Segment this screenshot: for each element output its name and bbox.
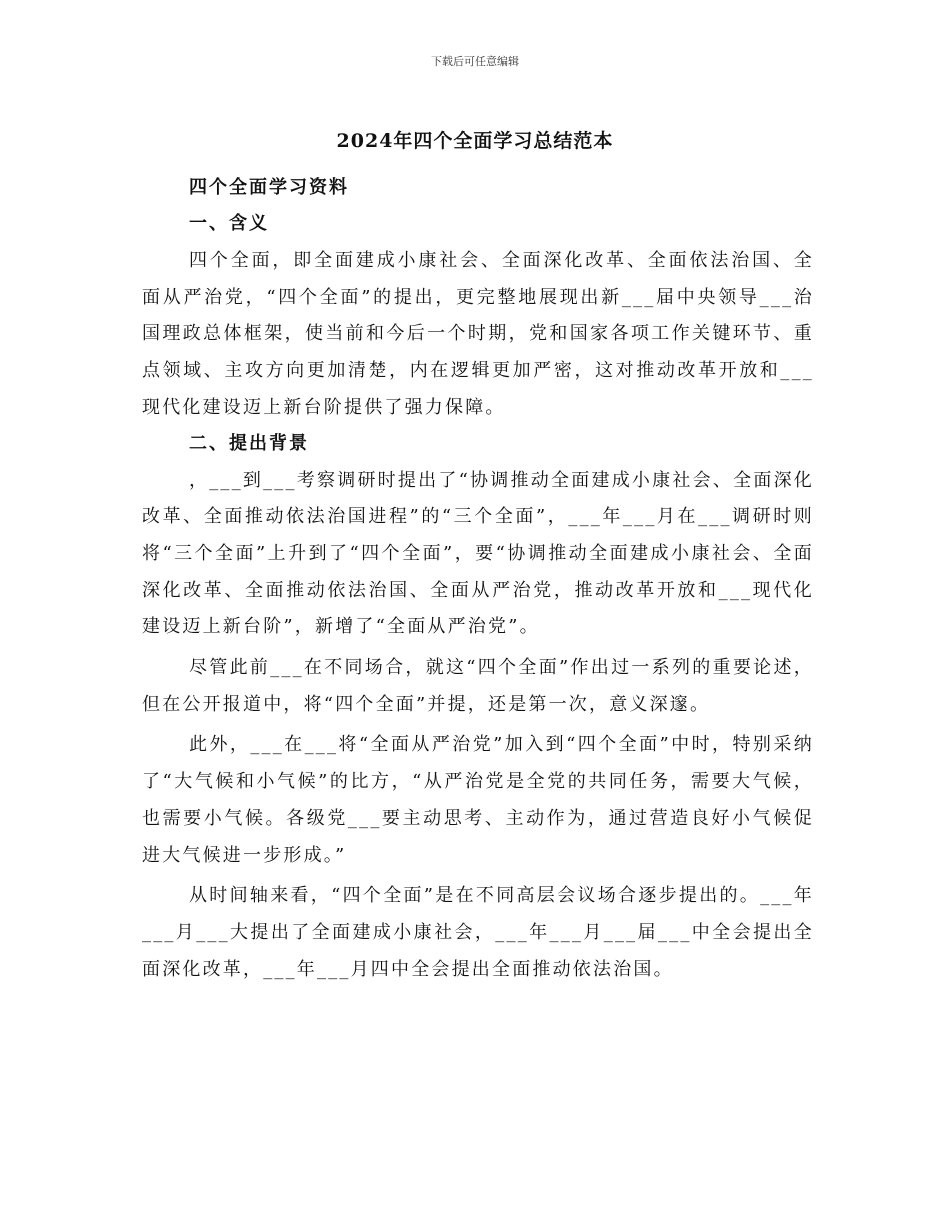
section-heading-materials: 四个全面学习资料 [189,177,349,198]
section-heading-meaning: 一、含义 [189,213,269,234]
document-body [142,171,814,988]
paragraph-background: ，___到___考察调研时提出了“协调推动全面建成小康社会、全面深化改革、全面推动依法治国进程”的“三个全面”，___年___月在___调研时则将“三个全面”上升到了“四个全面”，要“协调推动全面建成小康社会、全面深化改革、全面推动依法治国、全面从严治党，推动改革开放和___现代化建设迈上新台阶”，新增了“全面从严治党”。 [142,469,814,638]
section-heading-background: 二、提出背景 [189,432,309,454]
paragraph-discussion: 尽管此前___在不同场合，就这“四个全面”作出过一系列的重要论述，但在公开报道中，将“四个全面”并提，还是第一次，意义深邃。 [142,657,814,715]
document-title: 2024年四个全面学习总结范本 [336,130,614,152]
page-header-note: 下载后可任意编辑 [431,55,519,68]
paragraph-timeline: 从时间轴来看，“四个全面”是在不同高层会议场合逐步提出的。___年___月___大提出了全面建成小康社会，___年___月___届___中全会提出全面深化改革，___年___月四中全会提出全面推动依法治国。 [142,885,814,980]
paragraph-climate: 此外，___在___将“全面从严治党”加入到“四个全面”中时，特别采纳了“大气候和小气候”的比方，“从严治党是全党的共同任务，需要大气候，也需要小气候。各级党___要主动思考、主动作为，通过营造良好小气候促进大气候进一步形成。” [142,734,814,866]
paragraph-meaning: 四个全面，即全面建成小康社会、全面深化改革、全面依法治国、全面从严治党，“四个全面”的提出，更完整地展现出新___届中央领导___治国理政总体框架，使当前和今后一个时期，党和国家各项工作关键环节、重点领域、主攻方向更加清楚，内在逻辑更加严密，这对推动改革开放和___现代化建设迈上新台阶提供了强力保障。 [142,250,814,418]
